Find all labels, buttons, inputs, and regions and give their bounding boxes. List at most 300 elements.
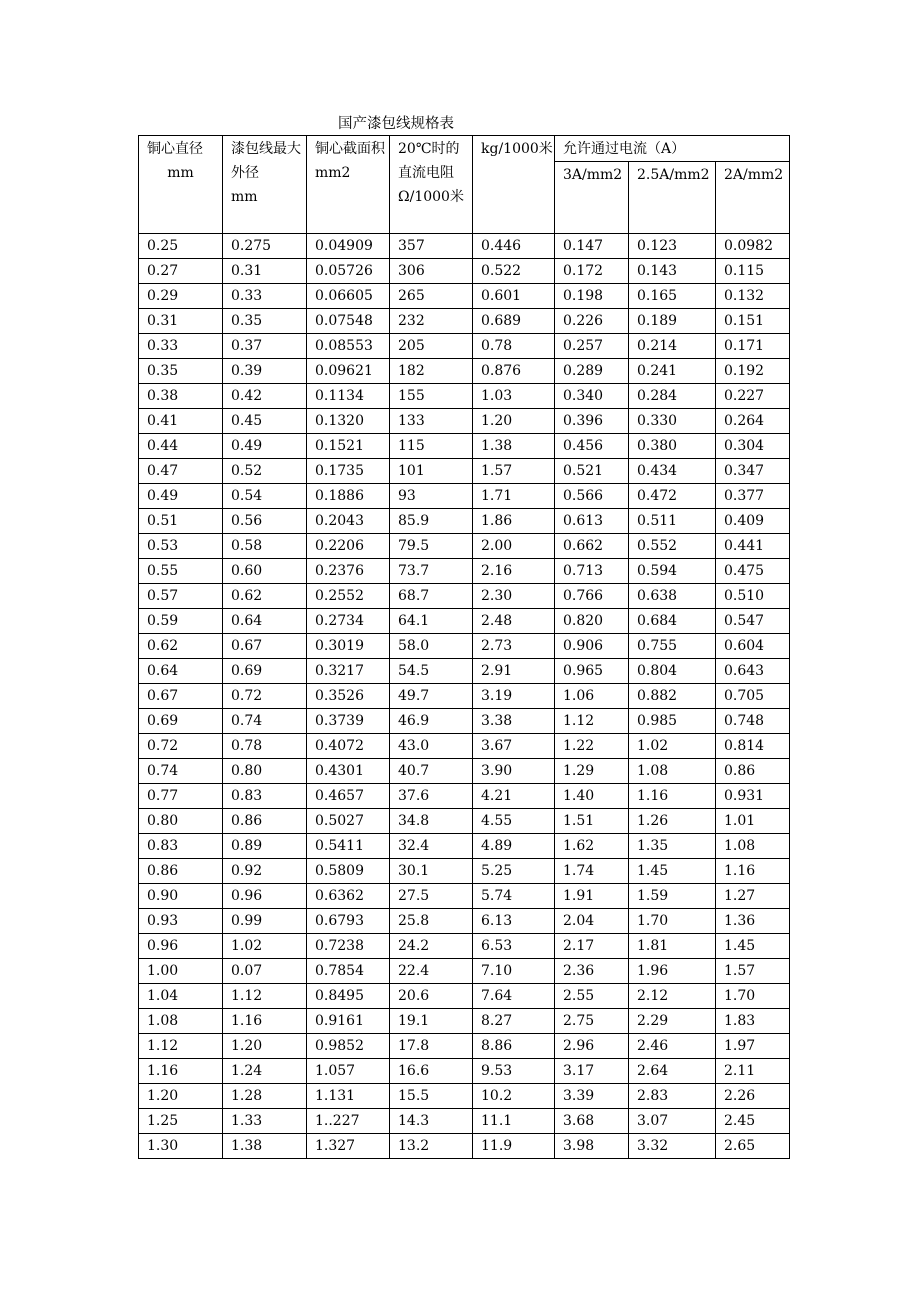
cell-outer-diameter: 0.64: [223, 609, 307, 634]
cell-area: 0.7238: [307, 934, 390, 959]
cell-diameter: 0.83: [139, 834, 223, 859]
cell-current-25: 3.32: [629, 1134, 716, 1159]
cell-weight: 0.876: [473, 359, 555, 384]
cell-diameter: 0.72: [139, 734, 223, 759]
cell-current-3: 1.74: [555, 859, 629, 884]
cell-area: 0.1320: [307, 409, 390, 434]
cell-current-3: 0.289: [555, 359, 629, 384]
cell-resistance: 19.1: [390, 1009, 473, 1034]
cell-current-3: 0.456: [555, 434, 629, 459]
cell-resistance: 232: [390, 309, 473, 334]
cell-diameter: 0.67: [139, 684, 223, 709]
cell-outer-diameter: 0.07: [223, 959, 307, 984]
cell-current-25: 0.684: [629, 609, 716, 634]
cell-resistance: 27.5: [390, 884, 473, 909]
cell-outer-diameter: 0.74: [223, 709, 307, 734]
cell-current-2: 0.748: [716, 709, 790, 734]
cell-area: 1.057: [307, 1059, 390, 1084]
cell-current-2: 0.115: [716, 259, 790, 284]
cell-current-2: 0.192: [716, 359, 790, 384]
cell-weight: 5.25: [473, 859, 555, 884]
cell-weight: 11.9: [473, 1134, 555, 1159]
cell-current-3: 2.36: [555, 959, 629, 984]
cell-weight: 4.89: [473, 834, 555, 859]
cell-weight: 4.55: [473, 809, 555, 834]
table-row: [139, 909, 790, 934]
cell-diameter: 0.35: [139, 359, 223, 384]
cell-current-3: 1.51: [555, 809, 629, 834]
cell-current-25: 0.804: [629, 659, 716, 684]
table-row: [139, 684, 790, 709]
cell-outer-diameter: 0.80: [223, 759, 307, 784]
cell-current-2: 2.45: [716, 1109, 790, 1134]
cell-weight: 0.446: [473, 234, 555, 259]
cell-current-2: 0.171: [716, 334, 790, 359]
cell-weight: 2.00: [473, 534, 555, 559]
cell-current-2: 0.0982: [716, 234, 790, 259]
cell-current-3: 0.521: [555, 459, 629, 484]
cell-weight: 3.67: [473, 734, 555, 759]
cell-current-2: 1.27: [716, 884, 790, 909]
cell-weight: 5.74: [473, 884, 555, 909]
table-row: [139, 409, 790, 434]
cell-outer-diameter: 0.89: [223, 834, 307, 859]
cell-diameter: 0.80: [139, 809, 223, 834]
table-row: [139, 959, 790, 984]
table-title: 国产漆包线规格表: [338, 116, 454, 132]
cell-outer-diameter: 0.86: [223, 809, 307, 834]
cell-resistance: 306: [390, 259, 473, 284]
cell-area: 0.08553: [307, 334, 390, 359]
cell-current-3: 0.257: [555, 334, 629, 359]
header-weight: kg/1000米: [473, 136, 555, 234]
cell-outer-diameter: 0.45: [223, 409, 307, 434]
table-row: [139, 484, 790, 509]
cell-area: 0.5027: [307, 809, 390, 834]
cell-current-25: 2.46: [629, 1034, 716, 1059]
cell-resistance: 37.6: [390, 784, 473, 809]
cell-resistance: 25.8: [390, 909, 473, 934]
cell-area: 1..227: [307, 1109, 390, 1134]
cell-diameter: 1.16: [139, 1059, 223, 1084]
cell-diameter: 0.93: [139, 909, 223, 934]
cell-weight: 10.2: [473, 1084, 555, 1109]
cell-current-25: 3.07: [629, 1109, 716, 1134]
cell-current-2: 2.65: [716, 1134, 790, 1159]
cell-weight: 6.53: [473, 934, 555, 959]
cell-current-3: 0.965: [555, 659, 629, 684]
cell-current-3: 0.340: [555, 384, 629, 409]
cell-current-2: 0.814: [716, 734, 790, 759]
cell-current-2: 0.475: [716, 559, 790, 584]
table-row: [139, 884, 790, 909]
cell-current-25: 2.12: [629, 984, 716, 1009]
table-row: [139, 259, 790, 284]
cell-current-25: 1.16: [629, 784, 716, 809]
cell-current-25: 2.64: [629, 1059, 716, 1084]
cell-current-25: 0.284: [629, 384, 716, 409]
cell-current-25: 0.985: [629, 709, 716, 734]
cell-area: 0.2552: [307, 584, 390, 609]
cell-current-2: 0.304: [716, 434, 790, 459]
table-row: [139, 634, 790, 659]
table-row: [139, 809, 790, 834]
cell-current-2: 0.227: [716, 384, 790, 409]
cell-area: 0.6793: [307, 909, 390, 934]
cell-weight: 2.16: [473, 559, 555, 584]
cell-area: 0.9852: [307, 1034, 390, 1059]
cell-current-2: 0.132: [716, 284, 790, 309]
cell-current-25: 0.214: [629, 334, 716, 359]
cell-outer-diameter: 0.99: [223, 909, 307, 934]
cell-diameter: 1.12: [139, 1034, 223, 1059]
cell-current-2: 1.01: [716, 809, 790, 834]
cell-area: 0.4072: [307, 734, 390, 759]
cell-resistance: 20.6: [390, 984, 473, 1009]
cell-outer-diameter: 0.42: [223, 384, 307, 409]
header-resistance: 20℃时的直流电阻Ω/1000米: [390, 136, 473, 234]
cell-current-2: 2.11: [716, 1059, 790, 1084]
table-row: [139, 459, 790, 484]
header-outer-unit: mm: [231, 189, 258, 205]
cell-weight: 2.73: [473, 634, 555, 659]
cell-resistance: 79.5: [390, 534, 473, 559]
table-row: [139, 1034, 790, 1059]
cell-current-2: 1.97: [716, 1034, 790, 1059]
cell-area: 0.3526: [307, 684, 390, 709]
header-diameter-unit: mm: [167, 165, 194, 181]
cell-weight: 1.86: [473, 509, 555, 534]
cell-current-2: 0.151: [716, 309, 790, 334]
cell-resistance: 64.1: [390, 609, 473, 634]
cell-area: 1.327: [307, 1134, 390, 1159]
cell-area: 0.05726: [307, 259, 390, 284]
cell-current-2: 1.70: [716, 984, 790, 1009]
cell-current-25: 1.70: [629, 909, 716, 934]
table-row: [139, 734, 790, 759]
table-header: [139, 136, 790, 234]
cell-diameter: 1.04: [139, 984, 223, 1009]
cell-diameter: 0.69: [139, 709, 223, 734]
table-row: [139, 284, 790, 309]
cell-diameter: 0.29: [139, 284, 223, 309]
header-outer-diameter: [223, 136, 307, 234]
cell-diameter: 0.77: [139, 784, 223, 809]
cell-current-3: 0.226: [555, 309, 629, 334]
cell-current-3: 0.906: [555, 634, 629, 659]
cell-current-3: 3.17: [555, 1059, 629, 1084]
cell-weight: 0.522: [473, 259, 555, 284]
header-current-3: 3A/mm2: [555, 162, 629, 234]
cell-area: 0.4657: [307, 784, 390, 809]
cell-weight: 4.21: [473, 784, 555, 809]
table-row: [139, 984, 790, 1009]
cell-area: 0.2734: [307, 609, 390, 634]
cell-resistance: 182: [390, 359, 473, 384]
cell-current-25: 0.380: [629, 434, 716, 459]
cell-current-3: 2.04: [555, 909, 629, 934]
cell-current-25: 0.511: [629, 509, 716, 534]
cell-area: 0.2376: [307, 559, 390, 584]
cell-current-2: 0.547: [716, 609, 790, 634]
cell-current-25: 0.552: [629, 534, 716, 559]
cell-diameter: 0.44: [139, 434, 223, 459]
cell-current-2: 2.26: [716, 1084, 790, 1109]
cell-weight: 1.71: [473, 484, 555, 509]
cell-area: 0.1521: [307, 434, 390, 459]
cell-current-3: 1.91: [555, 884, 629, 909]
cell-current-3: 0.147: [555, 234, 629, 259]
cell-weight: 0.601: [473, 284, 555, 309]
table-row: [139, 1109, 790, 1134]
cell-weight: 2.30: [473, 584, 555, 609]
cell-current-3: 0.396: [555, 409, 629, 434]
table-row: [139, 309, 790, 334]
cell-diameter: 0.59: [139, 609, 223, 634]
table-row: [139, 659, 790, 684]
cell-outer-diameter: 0.78: [223, 734, 307, 759]
table-row: [139, 1009, 790, 1034]
cell-current-2: 1.57: [716, 959, 790, 984]
cell-current-3: 1.22: [555, 734, 629, 759]
cell-outer-diameter: 0.96: [223, 884, 307, 909]
cell-current-25: 2.29: [629, 1009, 716, 1034]
cell-resistance: 43.0: [390, 734, 473, 759]
cell-current-3: 3.68: [555, 1109, 629, 1134]
cell-current-3: 0.172: [555, 259, 629, 284]
cell-weight: 1.20: [473, 409, 555, 434]
table-body: [139, 234, 790, 1159]
cell-diameter: 0.47: [139, 459, 223, 484]
cell-current-2: 0.441: [716, 534, 790, 559]
cell-current-25: 0.638: [629, 584, 716, 609]
cell-outer-diameter: 1.20: [223, 1034, 307, 1059]
cell-current-3: 0.613: [555, 509, 629, 534]
cell-current-3: 0.766: [555, 584, 629, 609]
cell-resistance: 17.8: [390, 1034, 473, 1059]
cell-outer-diameter: 0.60: [223, 559, 307, 584]
cell-area: 0.4301: [307, 759, 390, 784]
cell-current-2: 0.347: [716, 459, 790, 484]
cell-diameter: 0.41: [139, 409, 223, 434]
cell-current-2: 1.08: [716, 834, 790, 859]
cell-outer-diameter: 0.31: [223, 259, 307, 284]
header-outer-label: 漆包线最大外径: [231, 141, 301, 181]
cell-current-3: 1.40: [555, 784, 629, 809]
table-row: [139, 509, 790, 534]
cell-area: 0.3217: [307, 659, 390, 684]
header-diameter-label: 铜心直径: [147, 141, 203, 157]
header-current-2: 2A/mm2: [716, 162, 790, 234]
table-row: [139, 1134, 790, 1159]
cell-outer-diameter: 1.28: [223, 1084, 307, 1109]
cell-current-3: 1.62: [555, 834, 629, 859]
cell-weight: 7.64: [473, 984, 555, 1009]
cell-outer-diameter: 0.37: [223, 334, 307, 359]
table-row: [139, 709, 790, 734]
cell-resistance: 49.7: [390, 684, 473, 709]
cell-current-25: 1.35: [629, 834, 716, 859]
table-row: [139, 584, 790, 609]
cell-current-25: 1.81: [629, 934, 716, 959]
cell-outer-diameter: 0.49: [223, 434, 307, 459]
header-area: 铜心截面积 mm2: [307, 136, 390, 234]
cell-resistance: 54.5: [390, 659, 473, 684]
cell-resistance: 32.4: [390, 834, 473, 859]
cell-outer-diameter: 0.69: [223, 659, 307, 684]
cell-current-3: 0.566: [555, 484, 629, 509]
cell-weight: 0.689: [473, 309, 555, 334]
cell-current-3: 0.820: [555, 609, 629, 634]
cell-diameter: 0.53: [139, 534, 223, 559]
cell-weight: 6.13: [473, 909, 555, 934]
cell-diameter: 0.33: [139, 334, 223, 359]
cell-outer-diameter: 0.33: [223, 284, 307, 309]
cell-current-25: 0.594: [629, 559, 716, 584]
cell-area: 0.6362: [307, 884, 390, 909]
cell-diameter: 0.64: [139, 659, 223, 684]
cell-resistance: 115: [390, 434, 473, 459]
cell-weight: 2.48: [473, 609, 555, 634]
cell-current-25: 0.189: [629, 309, 716, 334]
cell-resistance: 16.6: [390, 1059, 473, 1084]
cell-current-3: 2.55: [555, 984, 629, 1009]
cell-diameter: 0.55: [139, 559, 223, 584]
cell-current-2: 0.86: [716, 759, 790, 784]
table-row: [139, 609, 790, 634]
cell-weight: 9.53: [473, 1059, 555, 1084]
cell-current-25: 0.434: [629, 459, 716, 484]
cell-outer-diameter: 0.35: [223, 309, 307, 334]
cell-current-2: 0.377: [716, 484, 790, 509]
cell-current-25: 0.143: [629, 259, 716, 284]
cell-weight: 3.38: [473, 709, 555, 734]
table-row: [139, 234, 790, 259]
table-row: [139, 359, 790, 384]
cell-diameter: 0.62: [139, 634, 223, 659]
cell-outer-diameter: 1.24: [223, 1059, 307, 1084]
cell-current-25: 1.45: [629, 859, 716, 884]
cell-weight: 0.78: [473, 334, 555, 359]
table-row: [139, 759, 790, 784]
cell-outer-diameter: 0.39: [223, 359, 307, 384]
cell-area: 0.3019: [307, 634, 390, 659]
cell-diameter: 0.74: [139, 759, 223, 784]
cell-resistance: 93: [390, 484, 473, 509]
cell-weight: 1.03: [473, 384, 555, 409]
header-current-group: 允许通过电流（A）: [555, 136, 790, 162]
cell-current-2: 0.643: [716, 659, 790, 684]
cell-area: 0.2043: [307, 509, 390, 534]
cell-current-2: 1.36: [716, 909, 790, 934]
cell-weight: 3.90: [473, 759, 555, 784]
cell-resistance: 357: [390, 234, 473, 259]
cell-diameter: 1.08: [139, 1009, 223, 1034]
cell-current-3: 3.39: [555, 1084, 629, 1109]
table-row: [139, 934, 790, 959]
cell-weight: 2.91: [473, 659, 555, 684]
cell-current-3: 1.06: [555, 684, 629, 709]
cell-resistance: 155: [390, 384, 473, 409]
cell-diameter: 0.90: [139, 884, 223, 909]
cell-weight: 8.86: [473, 1034, 555, 1059]
cell-diameter: 0.25: [139, 234, 223, 259]
cell-current-2: 0.604: [716, 634, 790, 659]
cell-area: 0.7854: [307, 959, 390, 984]
cell-area: 0.5411: [307, 834, 390, 859]
cell-outer-diameter: 0.92: [223, 859, 307, 884]
cell-current-2: 0.510: [716, 584, 790, 609]
cell-current-2: 0.264: [716, 409, 790, 434]
cell-weight: 11.1: [473, 1109, 555, 1134]
cell-current-2: 1.16: [716, 859, 790, 884]
cell-resistance: 24.2: [390, 934, 473, 959]
cell-outer-diameter: 0.54: [223, 484, 307, 509]
cell-diameter: 0.38: [139, 384, 223, 409]
cell-outer-diameter: 0.83: [223, 784, 307, 809]
cell-area: 0.04909: [307, 234, 390, 259]
cell-current-2: 0.931: [716, 784, 790, 809]
cell-outer-diameter: 0.58: [223, 534, 307, 559]
table-row: [139, 1084, 790, 1109]
cell-outer-diameter: 1.12: [223, 984, 307, 1009]
cell-current-3: 1.12: [555, 709, 629, 734]
table-row: [139, 334, 790, 359]
cell-resistance: 15.5: [390, 1084, 473, 1109]
cell-area: 0.8495: [307, 984, 390, 1009]
cell-resistance: 265: [390, 284, 473, 309]
cell-weight: 3.19: [473, 684, 555, 709]
cell-current-25: 1.96: [629, 959, 716, 984]
cell-outer-diameter: 0.62: [223, 584, 307, 609]
cell-diameter: 1.25: [139, 1109, 223, 1134]
cell-current-25: 0.882: [629, 684, 716, 709]
cell-diameter: 0.96: [139, 934, 223, 959]
cell-current-3: 2.96: [555, 1034, 629, 1059]
cell-area: 0.1134: [307, 384, 390, 409]
cell-current-3: 0.662: [555, 534, 629, 559]
table-row: [139, 1059, 790, 1084]
cell-outer-diameter: 1.16: [223, 1009, 307, 1034]
spec-table: [138, 135, 790, 1159]
cell-outer-diameter: 0.275: [223, 234, 307, 259]
cell-resistance: 205: [390, 334, 473, 359]
cell-area: 0.06605: [307, 284, 390, 309]
cell-outer-diameter: 0.67: [223, 634, 307, 659]
cell-current-2: 0.409: [716, 509, 790, 534]
cell-area: 0.1886: [307, 484, 390, 509]
cell-outer-diameter: 1.33: [223, 1109, 307, 1134]
cell-current-3: 0.713: [555, 559, 629, 584]
cell-weight: 8.27: [473, 1009, 555, 1034]
cell-resistance: 14.3: [390, 1109, 473, 1134]
table-row: [139, 834, 790, 859]
cell-diameter: 1.00: [139, 959, 223, 984]
cell-current-25: 1.02: [629, 734, 716, 759]
cell-area: 0.3739: [307, 709, 390, 734]
table-row: [139, 859, 790, 884]
cell-resistance: 85.9: [390, 509, 473, 534]
cell-outer-diameter: 0.52: [223, 459, 307, 484]
cell-current-3: 1.29: [555, 759, 629, 784]
table-row: [139, 784, 790, 809]
cell-outer-diameter: 1.38: [223, 1134, 307, 1159]
header-diameter: [139, 136, 223, 234]
cell-resistance: 133: [390, 409, 473, 434]
cell-current-25: 2.83: [629, 1084, 716, 1109]
cell-diameter: 0.57: [139, 584, 223, 609]
cell-current-3: 3.98: [555, 1134, 629, 1159]
